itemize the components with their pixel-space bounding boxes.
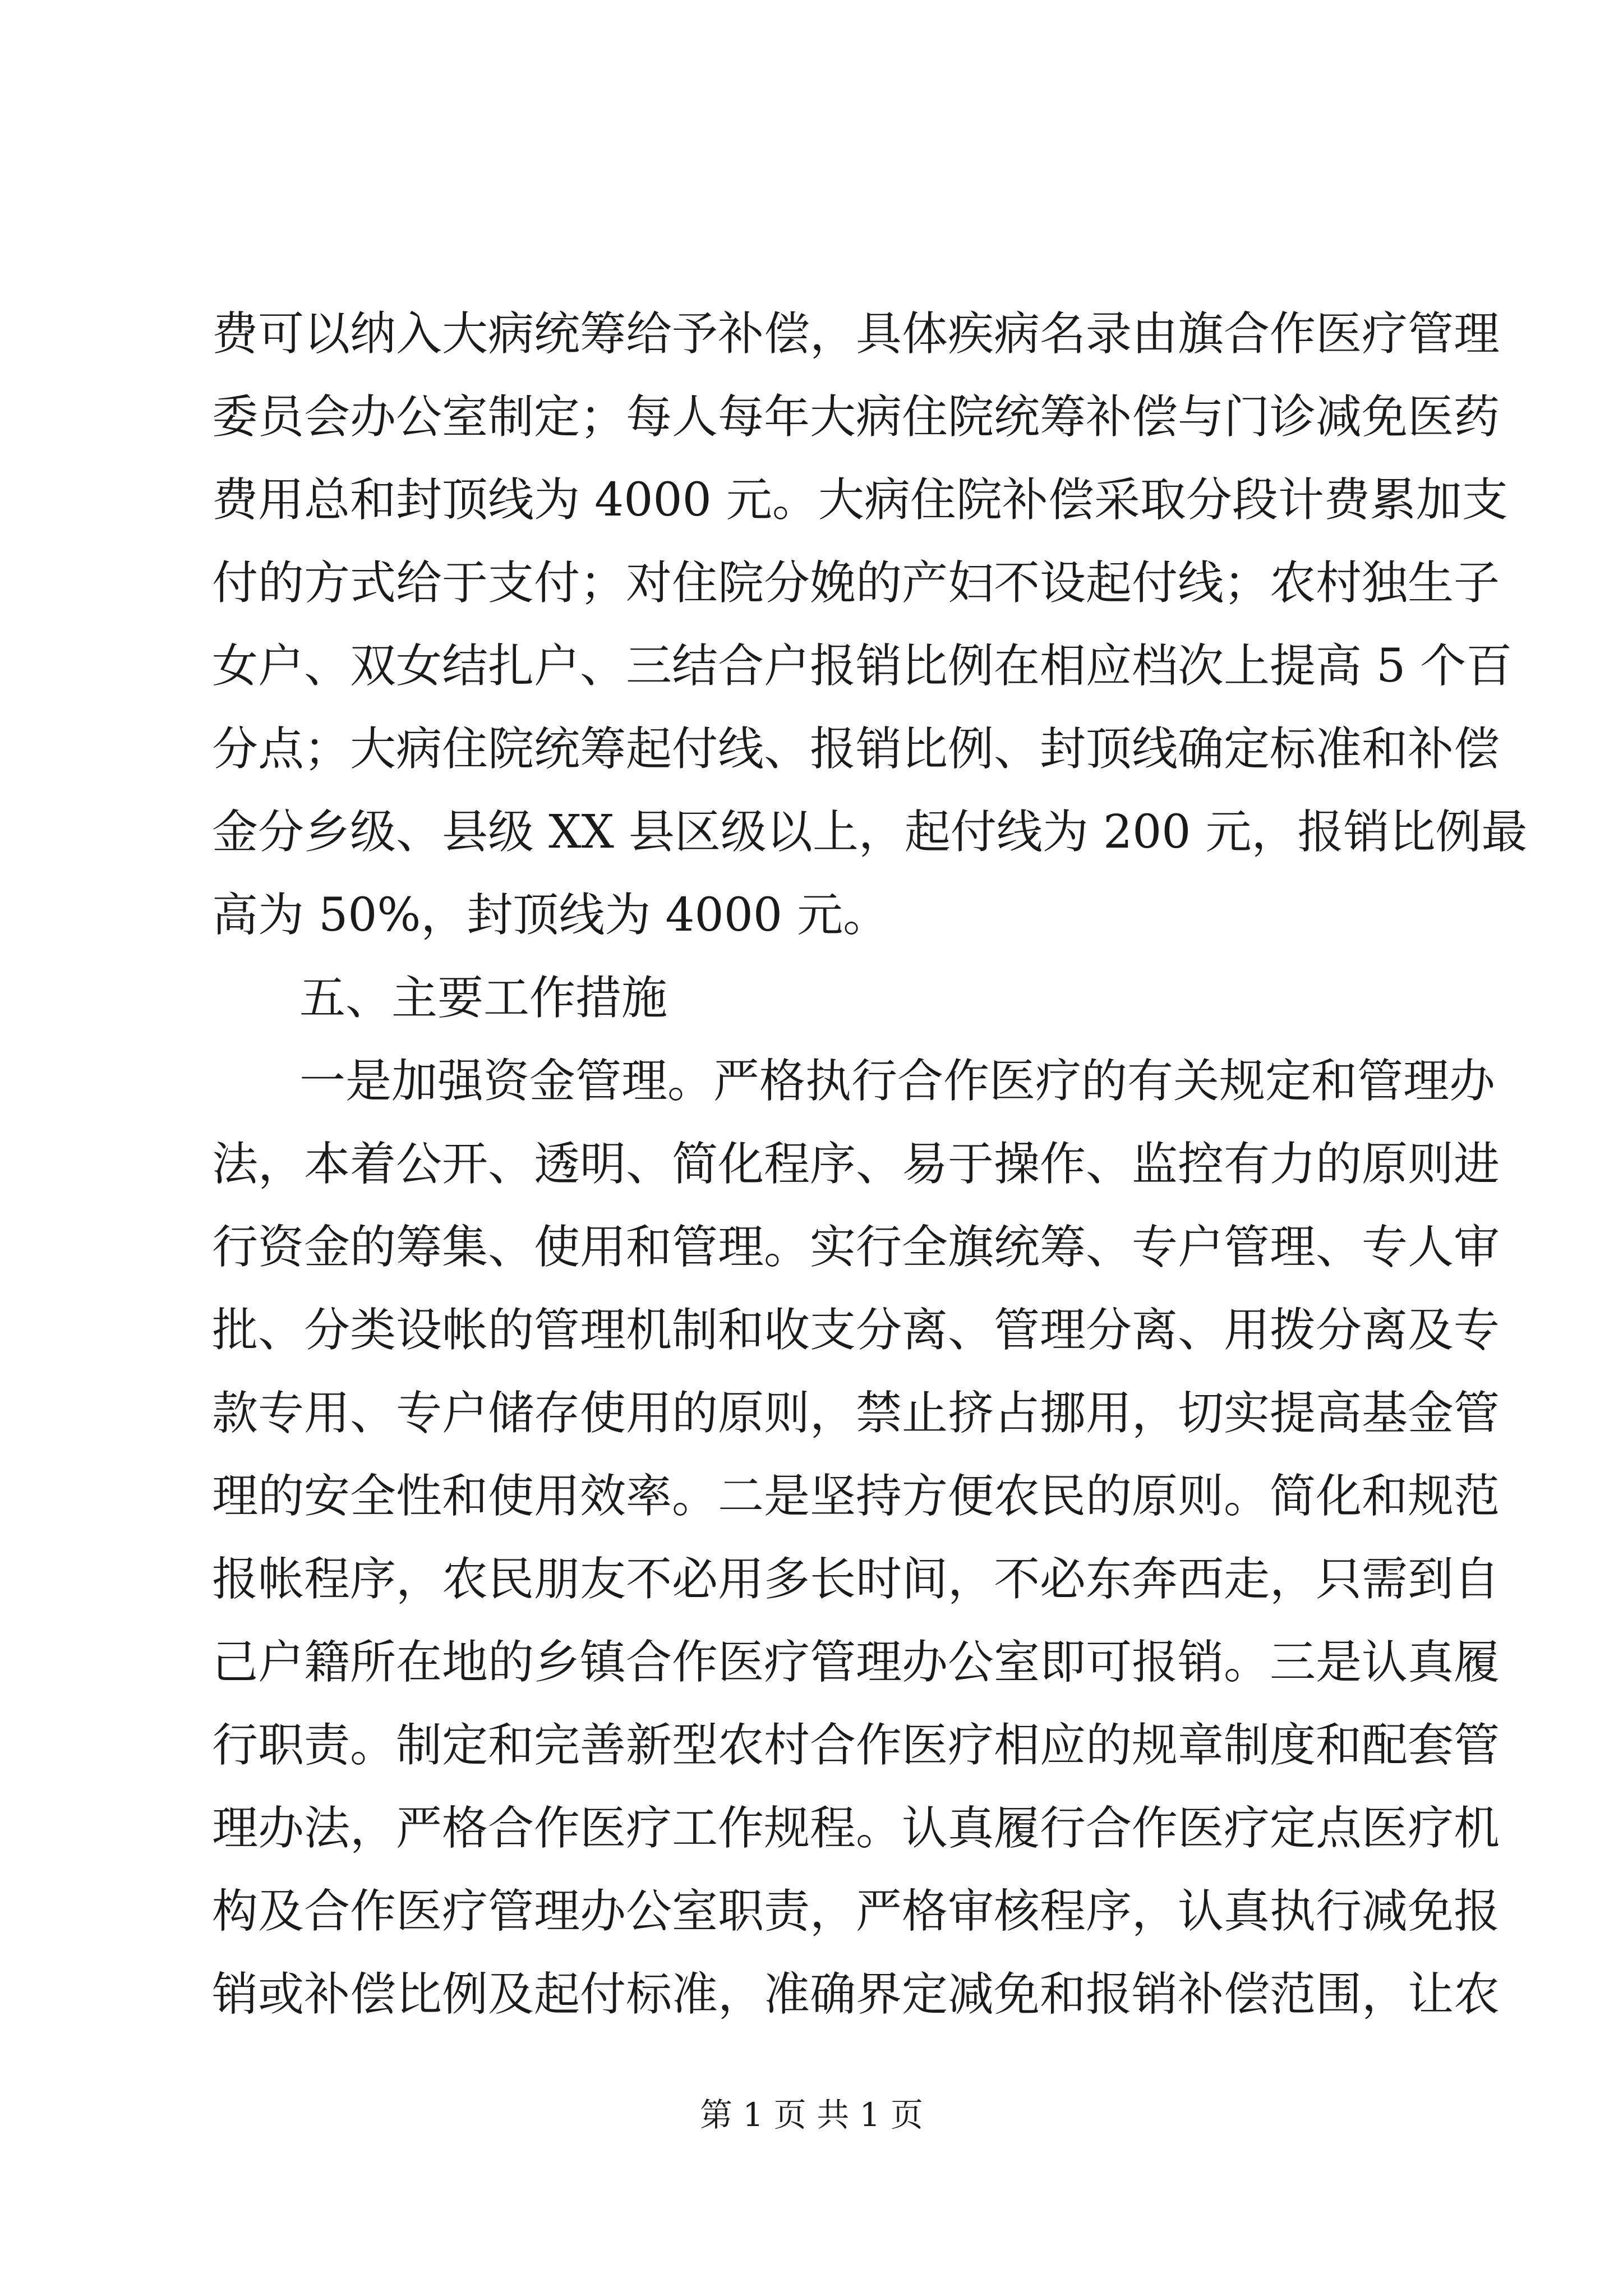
body-line: 报帐程序，农民朋友不必用多长时间，不必东奔西走，只需到自	[212, 1553, 1500, 1606]
body-line: 费用总和封顶线为 4000 元。大病住院补偿采取分段计费累加支	[212, 473, 1508, 527]
body-line: 费可以纳入大病统筹给予补偿，具体疾病名录由旗合作医疗管理	[212, 307, 1500, 361]
body-line: 己户籍所在地的乡镇合作医疗管理办公室即可报销。三是认真履	[212, 1636, 1500, 1689]
body-line: 款专用、专户储存使用的原则，禁止挤占挪用，切实提高基金管	[212, 1387, 1500, 1440]
body-line: 金分乡级、县级 XX 县区级以上，起付线为 200 元，报销比例最	[212, 806, 1528, 859]
body-line: 一是加强资金管理。严格执行合作医疗的有关规定和管理办	[299, 1055, 1496, 1108]
body-line: 行职责。制定和完善新型农村合作医疗相应的规章制度和配套管	[212, 1719, 1500, 1772]
body-line: 理办法，严格合作医疗工作规程。认真履行合作医疗定点医疗机	[212, 1802, 1500, 1855]
body-line: 分点；大病住院统筹起付线、报销比例、封顶线确定标准和补偿	[212, 723, 1500, 776]
body-line: 委员会办公室制定；每人每年大病住院统筹补偿与门诊减免医药	[212, 390, 1500, 444]
section-heading: 五、主要工作措施	[299, 972, 668, 1025]
body-line: 高为 50%，封顶线为 4000 元。	[212, 889, 889, 942]
body-line: 行资金的筹集、使用和管理。实行全旗统筹、专户管理、专人审	[212, 1221, 1500, 1274]
body-line: 付的方式给于支付；对住院分娩的产妇不设起付线；农村独生子	[212, 556, 1500, 610]
body-line: 理的安全性和使用效率。二是坚持方便农民的原则。简化和规范	[212, 1470, 1500, 1523]
body-line: 构及合作医疗管理办公室职责，严格审核程序，认真执行减免报	[212, 1885, 1500, 1938]
page-footer: 第 1 页 共 1 页	[700, 2096, 923, 2134]
body-line: 女户、双女结扎户、三结合户报销比例在相应档次上提高 5 个百	[212, 639, 1513, 693]
body-line: 法，本着公开、透明、简化程序、易于操作、监控有力的原则进	[212, 1138, 1500, 1191]
body-line: 批、分类设帐的管理机制和收支分离、管理分离、用拨分离及专	[212, 1304, 1500, 1357]
body-line: 销或补偿比例及起付标准，准确界定减免和报销补偿范围，让农	[212, 1968, 1500, 2021]
